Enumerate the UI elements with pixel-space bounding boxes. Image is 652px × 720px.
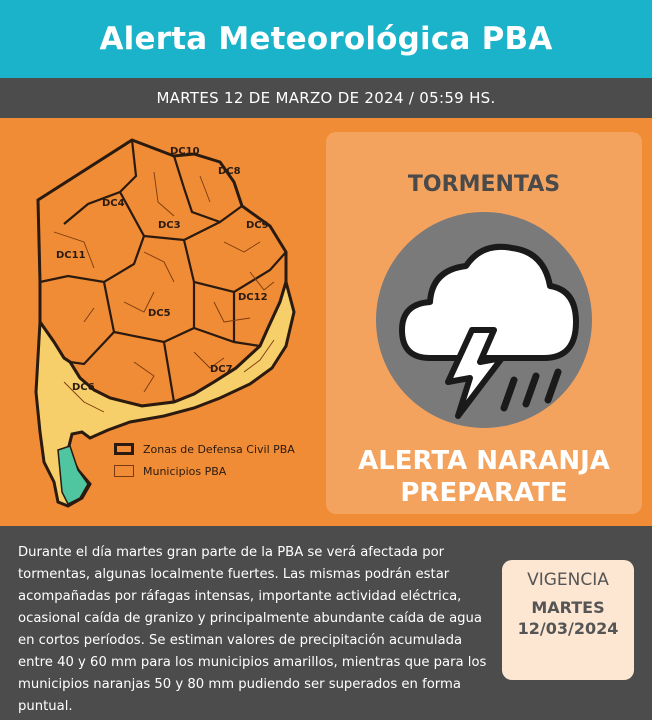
zone-label-dc6: DC6: [72, 382, 95, 393]
vigencia-date: 12/03/2024: [517, 619, 619, 638]
legend-row-zonas: [114, 438, 295, 460]
zone-label-dc12: DC12: [238, 292, 268, 303]
vigencia-box: [502, 560, 634, 680]
zone-label-dc5: DC5: [148, 308, 171, 319]
main-panel: [0, 118, 652, 526]
legend-label-municipios: Municipios PBA: [143, 464, 227, 478]
storm-cloud-icon: [376, 212, 592, 428]
storm-icon-circle: [376, 212, 592, 428]
zone-label-dc11: DC11: [56, 250, 86, 261]
vigencia-label: VIGENCIA: [527, 570, 609, 590]
date-bar: [0, 78, 652, 118]
zone-label-dc4: DC4: [102, 198, 125, 209]
zone-label-dc3: DC3: [158, 220, 181, 231]
legend-swatch-municipios: [114, 465, 134, 477]
zone-label-dc9: DC9: [246, 220, 269, 231]
legend-swatch-zonas: [114, 443, 134, 455]
footer-panel: [0, 526, 652, 720]
map-legend: [114, 438, 295, 482]
alert-level: ALERTA NARANJA: [358, 446, 610, 476]
zone-label-dc8: DC8: [218, 166, 241, 177]
zone-label-dc7: DC7: [210, 364, 233, 375]
issue-date: MARTES 12 DE MARZO DE 2024 / 05:59 HS.: [156, 89, 496, 107]
hazard-title: TORMENTAS: [407, 172, 561, 197]
vigencia-day: MARTES: [531, 598, 605, 617]
alert-card: [326, 132, 642, 514]
legend-label-zonas: Zonas de Defensa Civil PBA: [143, 442, 295, 456]
alert-action: PREPARATE: [400, 478, 568, 508]
legend-row-municipios: [114, 460, 295, 482]
zone-label-dc10: DC10: [170, 146, 200, 157]
forecast-description: Durante el día martes gran parte de la PBA se verá afectada por tormentas, algunas localmente fuertes. Las mismas podrán estar acompañadas por ráfagas intensas, importante actividad eléctrica, ocasional caída de granizo y principalmente abundante caída de agua en cortos períodos. Se estiman valores de precipitación acumulada entre 40 y 60 mm para los municipios amarillos, mientras que para los municipios naranjas 50 y 80 mm pudiendo ser superados en forma puntual.: [18, 545, 487, 714]
page-title: Alerta Meteorológica PBA: [99, 21, 553, 57]
header-banner: [0, 0, 652, 78]
